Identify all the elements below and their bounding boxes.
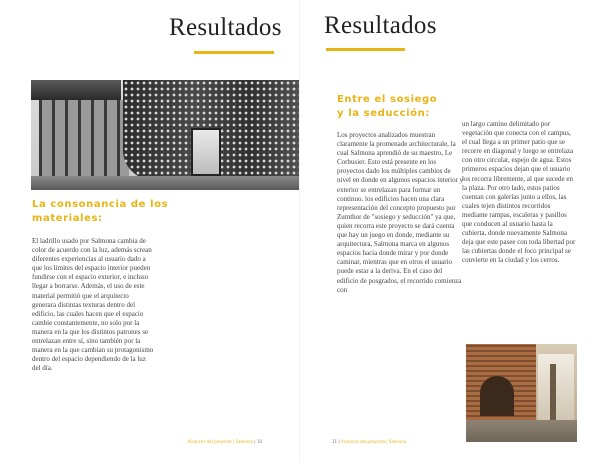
right-page [300, 0, 600, 462]
right-folio: 11 | Alcances del proyecto | Salmona [332, 439, 407, 444]
left-folio-label: Alcances del proyecto | Salmona [187, 439, 253, 444]
left-folio: Alcances del proyecto | Salmona | 10 [187, 439, 262, 444]
right-section-heading: Entre el sosiego y la seducción: [337, 94, 438, 119]
right-folio-label: Alcances del proyecto | Salmona [341, 439, 407, 444]
right-body-column-2: un largo camino delimitado por vegetación que conecta con el campus, el cual llega a un primer patio que se recorre en diagonal y luego se entrelaza con otro circular, espejo de agua. Estos primeros espacios dejan que el usuario los recorra libremente, al que sucede en la plaza. Por otro lado, estos patios cuentan con galerías junto a ellos, las cuales tejen distintos recorridos mediante rampas, escaleras y pasillos que conducen al usuario hasta la cubierta, donde nuevamente Salmona deja que este pasee con toda libertad por las cubiertas donde el foco principal se convierte en la ciudad y los cerros. [462, 120, 576, 265]
passage-floor [466, 420, 577, 442]
concrete-slab [31, 80, 121, 100]
building-lattice-photo [31, 80, 300, 190]
right-page-number: 11 [332, 439, 338, 444]
left-section-heading: La consonancia de los materiales: [32, 199, 169, 224]
right-page-title: Resultados [324, 12, 437, 39]
brick-arch-opening [480, 376, 514, 416]
bright-courtyard [538, 354, 574, 424]
lattice-doorway [191, 128, 221, 176]
left-title-underline [194, 51, 274, 54]
photo-ground [31, 176, 300, 190]
concrete-columns [39, 100, 129, 180]
left-page-title: Resultados [169, 14, 282, 41]
brick-passage-photo [466, 344, 577, 442]
left-page-number: 10 [256, 439, 262, 444]
left-body-text: El ladrillo usado por Salmona cambia de color de acuerdo con la luz, además screan diferentes experiencias al usuario dado a que los limites del espacio interior pueden fundirse con el espacio exterior, e incluso llegar a borrarse. Además, el uso de este material permitió que el arquitecto generara distintas texturas dentro del edificio, las cuales hacen que el espacio cambie constantemente, no solo por la manera en la que los distintos patrones se entrelazan entre sí, sino también por la manera en la que cambian su protagonismo dentro del espacio dependiendo de la luz del día. [32, 237, 154, 373]
right-title-underline [326, 48, 405, 51]
right-body-column-1: Los proyectos analizados muestran claramente la promenade architecturale, la cual Salmona aprendió de su maestro, Le Corbusier. Esto está presente en los proyectos dado los múltiples cambios de nivel en donde en algunos espacios interior y exterior se entrelazan para formar un continuo. los edificios hacen una clara representación del concepto propuesto por Zumthor de "sosiego y seducción" ya que, quien recorra este proyecto se dará cuenta que hay un juego en donde, mediante su arquitectura, Salmona marca en algunos espacios hacia donde mirar y por donde caminar, mientras que en otros el usuario puede estar a la deriva. En el caso del edificio de posgrados, el recorrido comienza con [337, 131, 464, 294]
